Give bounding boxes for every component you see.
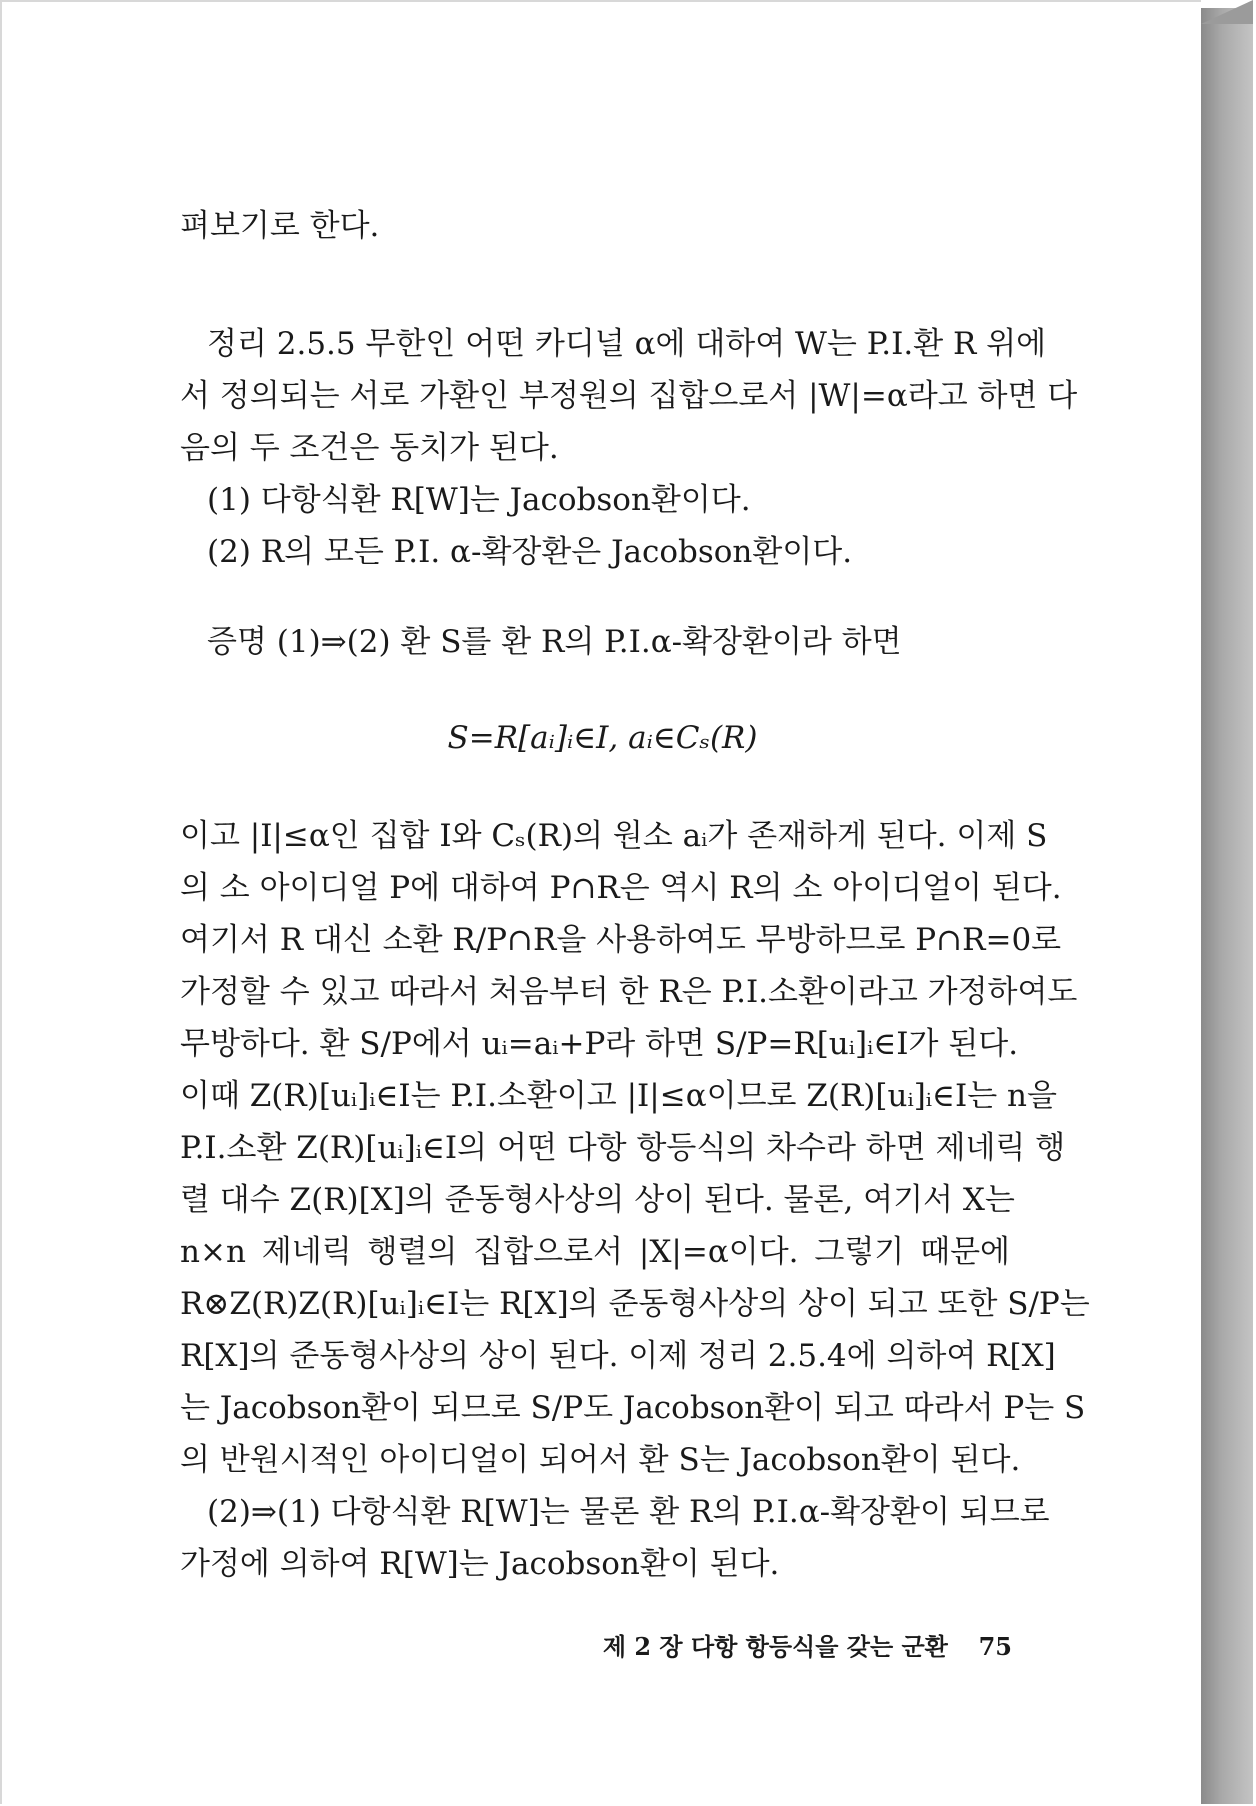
running-title: 제 2 장 다항 항등식을 갖는 군환 [602,1632,948,1661]
proof-line: R⊗Z(R)Z(R)[uᵢ]ᵢ∈I는 R[X]의 준동형사상의 상이 되고 또한 S/P는 [180,1286,1090,1322]
page-number: 75 [978,1632,1012,1661]
proof-line: 의 반원시적인 아이디얼이 되어서 환 S는 Jacobson환이 된다. [180,1442,1021,1478]
theorem-line: 음의 두 조건은 동치가 된다. [180,430,559,466]
book-page-edge [1201,8,1253,1804]
theorem-condition: (2) R의 모든 P.I. α-확장환은 Jacobson환이다. [207,534,853,570]
proof-line: 의 소 아이디얼 P에 대하여 P∩R은 역시 R의 소 아이디얼이 된다. [180,870,1062,906]
theorem-line: 정리 2.5.5 무한인 어떤 카디널 α에 대하여 W는 P.I.환 R 위에 [207,326,1047,362]
proof-line: 이고 |I|≤α인 집합 I와 Cₛ(R)의 원소 aᵢ가 존재하게 된다. 이제 S [180,818,1048,854]
theorem-condition: (1) 다항식환 R[W]는 Jacobson환이다. [207,482,751,518]
proof-line: (2)⇒(1) 다항식환 R[W]는 물론 환 R의 P.I.α-확장환이 되므로 [207,1494,1050,1530]
proof-line: n×n 제네릭 행렬의 집합으로서 |X|=α이다. 그렇기 때문에 [180,1234,1010,1270]
proof-intro: 증명 (1)⇒(2) 환 S를 환 R의 P.I.α-확장환이라 하면 [207,624,902,660]
continued-text: 펴보기로 한다. [180,208,380,244]
theorem-line: 서 정의되는 서로 가환인 부정원의 집합으로서 |W|=α라고 하면 다 [180,378,1078,414]
proof-line: 렬 대수 Z(R)[X]의 준동형사상의 상이 된다. 물론, 여기서 X는 [180,1182,1015,1218]
proof-line: 는 Jacobson환이 되므로 S/P도 Jacobson환이 되고 따라서 P는 S [180,1390,1086,1426]
display-formula: S=R[aᵢ]ᵢ∈I, aᵢ∈Cₛ(R) [447,720,758,756]
page-footer [602,1627,1012,1662]
proof-line: P.I.소환 Z(R)[uᵢ]ᵢ∈I의 어떤 다항 항등식의 차수라 하면 제네릭 행 [180,1130,1066,1166]
proof-line: 가정할 수 있고 따라서 처음부터 한 R은 P.I.소환이라고 가정하여도 [180,974,1078,1010]
proof-line: 여기서 R 대신 소환 R/P∩R을 사용하여도 무방하므로 P∩R=0로 [180,922,1062,958]
proof-line: R[X]의 준동형사상의 상이 된다. 이제 정리 2.5.4에 의하여 R[X] [180,1338,1056,1374]
book-page-edge-corner [1201,0,1253,24]
proof-line: 가정에 의하여 R[W]는 Jacobson환이 된다. [180,1546,780,1582]
proof-line: 이때 Z(R)[uᵢ]ᵢ∈I는 P.I.소환이고 |I|≤α이므로 Z(R)[uᵢ]ᵢ∈I는 n을 [180,1078,1057,1114]
proof-line: 무방하다. 환 S/P에서 uᵢ=aᵢ+P라 하면 S/P=R[uᵢ]ᵢ∈I가 된다. [180,1026,1019,1062]
